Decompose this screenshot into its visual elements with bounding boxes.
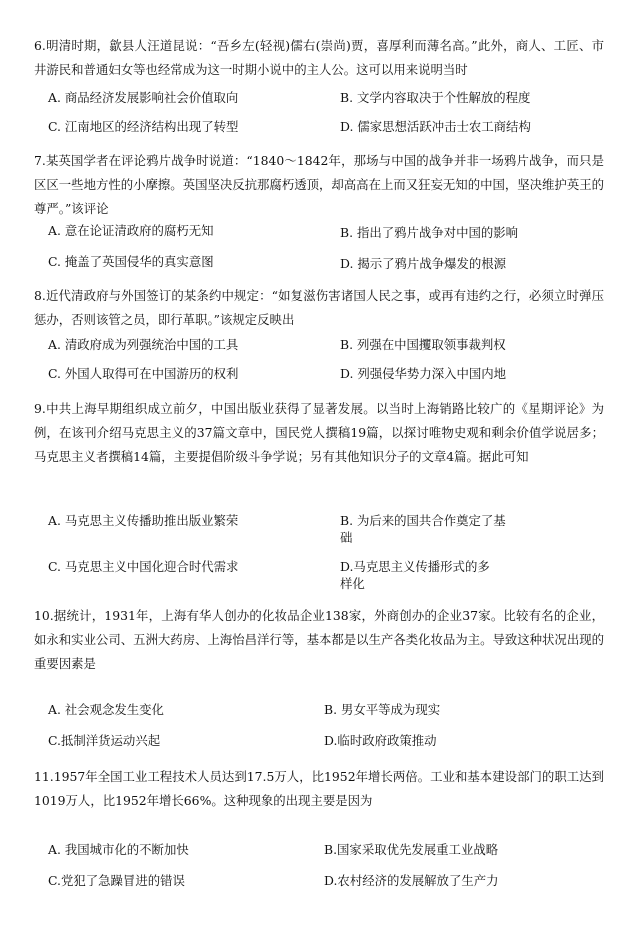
question-6-option-d: D. 儒家思想活跃冲击士农工商结构 [340,119,531,134]
question-8-option-a: A. 清政府成为列强统治中国的工具 [48,337,239,352]
question-8-option-b: B. 列强在中国攫取领事裁判权 [340,337,506,352]
question-7-stem: 7.某英国学者在评论鸦片战争时说道：“1840～1842年，那场与中国的战争并非一场鸦片战争，而只是区区一些地方性的小摩擦。英国坚决反抗那腐朽透顶，却高高在上而又狂妄无知的中国，坚决维护英王的尊严。”该评论 [34,153,604,216]
question-10-stem: 10.据统计，1931年，上海有华人创办的化妆品企业138家，外商创办的企业37家。比较有名的企业，如永和实业公司、五洲大药房、上海怡昌洋行等，基本都是以生产各类化妆品为主。导致这种状况出现的重要因素是 [34,608,604,671]
question-6-option-b: B. 文学内容取决于个性解放的程度 [340,90,531,105]
question-6-option-a: A. 商品经济发展影响社会价值取向 [48,90,239,105]
question-11-option-a: A. 我国城市化的不断加快 [48,842,189,857]
question-10-option-d: D.临时政府政策推动 [324,733,437,748]
question-8-option-d: D. 列强侵华势力深入中国内地 [340,366,507,381]
question-11-stem: 11.1957年全国工业工程技术人员达到17.5万人，比1952年增长两倍。工业和基本建设部门的职工达到1019万人，比1952年增长66%。这种现象的出现主要是因为 [34,769,604,808]
question-7-option-d: D. 揭示了鸦片战争爆发的根源 [340,256,507,271]
question-10-option-b: B. 男女平等成为现实 [324,702,441,717]
question-7-option-a: A. 意在论证清政府的腐朽无知 [48,223,214,238]
question-9-option-d: D.马克思主义传播形式的多 [340,559,490,574]
question-11-option-c: C.党犯了急躁冒进的错误 [48,873,185,888]
question-11-option-d: D.农村经济的发展解放了生产力 [324,873,499,888]
question-10-option-a: A. 社会观念发生变化 [48,702,164,717]
question-9-option-d-wrap: 样化 [340,576,365,591]
question-9-option-b: B. 为后来的国共合作奠定了基 [340,513,506,528]
question-11-option-b: B.国家采取优先发展重工业战略 [324,842,499,857]
question-9-option-c: C. 马克思主义中国化迎合时代需求 [48,559,239,574]
question-9-stem: 9.中共上海早期组织成立前夕，中国出版业获得了显著发展。以当时上海销路比较广的《星期评论》为例，在该刊介绍马克思主义的37篇文章中，国民党人撰稿19篇，以探讨唯物史观和剩余价值学说居多；马克思主义者撰稿14篇，主要提倡阶级斗争学说；另有其他知识分子的文章4篇。据此可知 [34,401,604,464]
question-8-stem: 8.近代清政府与外国签订的某条约中规定：“如复滋伤害诸国人民之事，或再有违约之行，必须立时弹压惩办，否则该管之员，即行革职。”该规定反映出 [34,288,604,327]
question-7-option-b: B. 指出了鸦片战争对中国的影响 [340,225,519,240]
question-9-option-b-wrap: 础 [340,530,353,545]
question-7-option-c: C. 掩盖了英国侵华的真实意图 [48,254,214,269]
question-6-stem: 6.明清时期，歙县人汪道昆说：“吾乡左(轻视)儒右(崇尚)贾，喜厚利而薄名高。”此外，商人、工匠、市井游民和普通妇女等也经常成为这一时期小说中的主人公。这可以用来说明当时 [34,38,604,77]
question-6-option-c: C. 江南地区的经济结构出现了转型 [48,119,239,134]
question-10-option-c: C.抵制洋货运动兴起 [48,733,161,748]
question-9-option-a: A. 马克思主义传播助推出版业繁荣 [48,513,239,528]
question-8-option-c: C. 外国人取得可在中国游历的权利 [48,366,239,381]
